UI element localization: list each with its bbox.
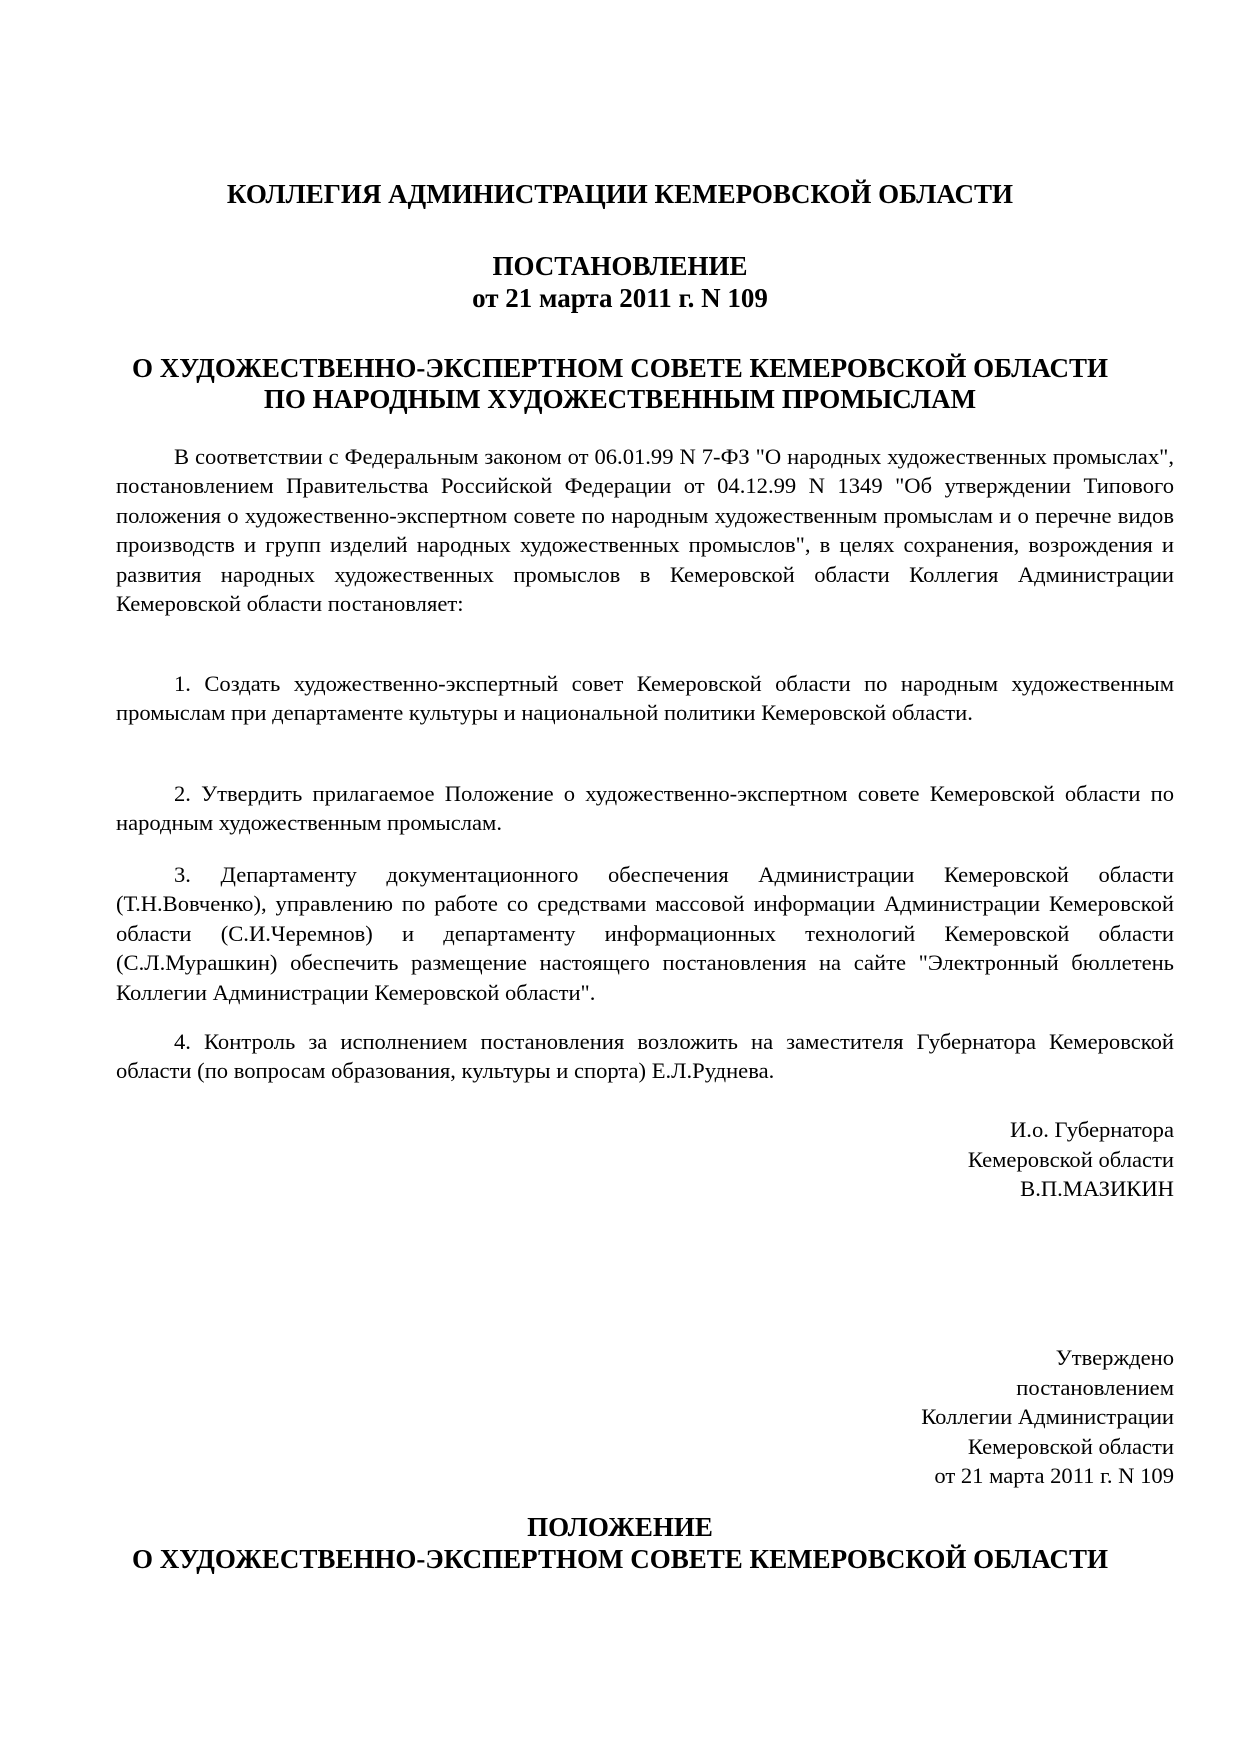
approval-stamp — [921, 1343, 1174, 1491]
signature-position: И.о. Губернатора — [1009, 1117, 1174, 1142]
signature-block — [968, 1115, 1174, 1204]
approval-line: постановлением — [1016, 1374, 1174, 1400]
organization-heading: КОЛЛЕГИЯ АДМИНИСТРАЦИИ КЕМЕРОВСКОЙ ОБЛАСТИ — [226, 179, 1014, 209]
appendix-subtitle: О ХУДОЖЕСТВЕННО-ЭКСПЕРТНОМ СОВЕТЕ КЕМЕРОВСКОЙ ОБЛАСТИ — [131, 1544, 1109, 1574]
clause-3: 3. Департаменту документационного обеспечения Администрации Кемеровской области (Т.Н.Вовченко), управлению по работе со средствами массовой информации Администрации Кемеровской области (С.И.Черемнов) и департаменту информационных технологий Кемеровской области (С.Л.Мурашкин) обеспечить размещение настоящего постановления на сайте "Электронный бюллетень Коллегии Администрации Кемеровской области". — [116, 862, 1174, 1005]
signature-region: Кемеровской области — [967, 1146, 1174, 1172]
approval-line: Коллегии Администрации — [921, 1404, 1174, 1430]
approval-line: от 21 марта 2011 г. N 109 — [934, 1463, 1174, 1489]
clause-1: 1. Создать художественно-экспертный совет Кемеровской области по народным художественным промыслам при департаменте культуры и национальной политики Кемеровской области. — [116, 671, 1174, 726]
preamble-paragraph: В соответствии с Федеральным законом от 06.01.99 N 7-ФЗ "О народных художественных промыслах", постановлением Правительства Российской Федерации от 04.12.99 N 1349 "Об утверждении Типового положения о художественно-экспертном совете по народным художественным промыслам и о перечне видов производств и групп изделий народных художественных промыслов", в целях сохранения, возрождения и развития народных художественных промыслов в Кемеровской области Коллегия Администрации Кемеровской области постановляет: — [116, 444, 1174, 617]
doc-title-line1: О ХУДОЖЕСТВЕННО-ЭКСПЕРТНОМ СОВЕТЕ КЕМЕРОВСКОЙ ОБЛАСТИ — [131, 353, 1109, 383]
doc-title-line2: ПО НАРОДНЫМ ХУДОЖЕСТВЕННЫМ ПРОМЫСЛАМ — [263, 384, 977, 414]
appendix-title: ПОЛОЖЕНИЕ — [527, 1512, 713, 1542]
signature-name: В.П.МАЗИКИН — [1020, 1176, 1174, 1202]
doc-type-heading: ПОСТАНОВЛЕНИЕ — [492, 251, 748, 281]
doc-date-number: от 21 марта 2011 г. N 109 — [472, 283, 768, 313]
clause-2: 2. Утвердить прилагаемое Положение о художественно-экспертном совете Кемеровской области по народным художественным промыслам. — [116, 781, 1174, 836]
approval-line: Кемеровской области — [967, 1433, 1174, 1459]
approval-line: Утверждено — [1055, 1345, 1174, 1370]
clause-4: 4. Контроль за исполнением постановления возложить на заместителя Губернатора Кемеровской области (по вопросам образования, культуры и спорта) Е.Л.Руднева. — [116, 1029, 1174, 1084]
